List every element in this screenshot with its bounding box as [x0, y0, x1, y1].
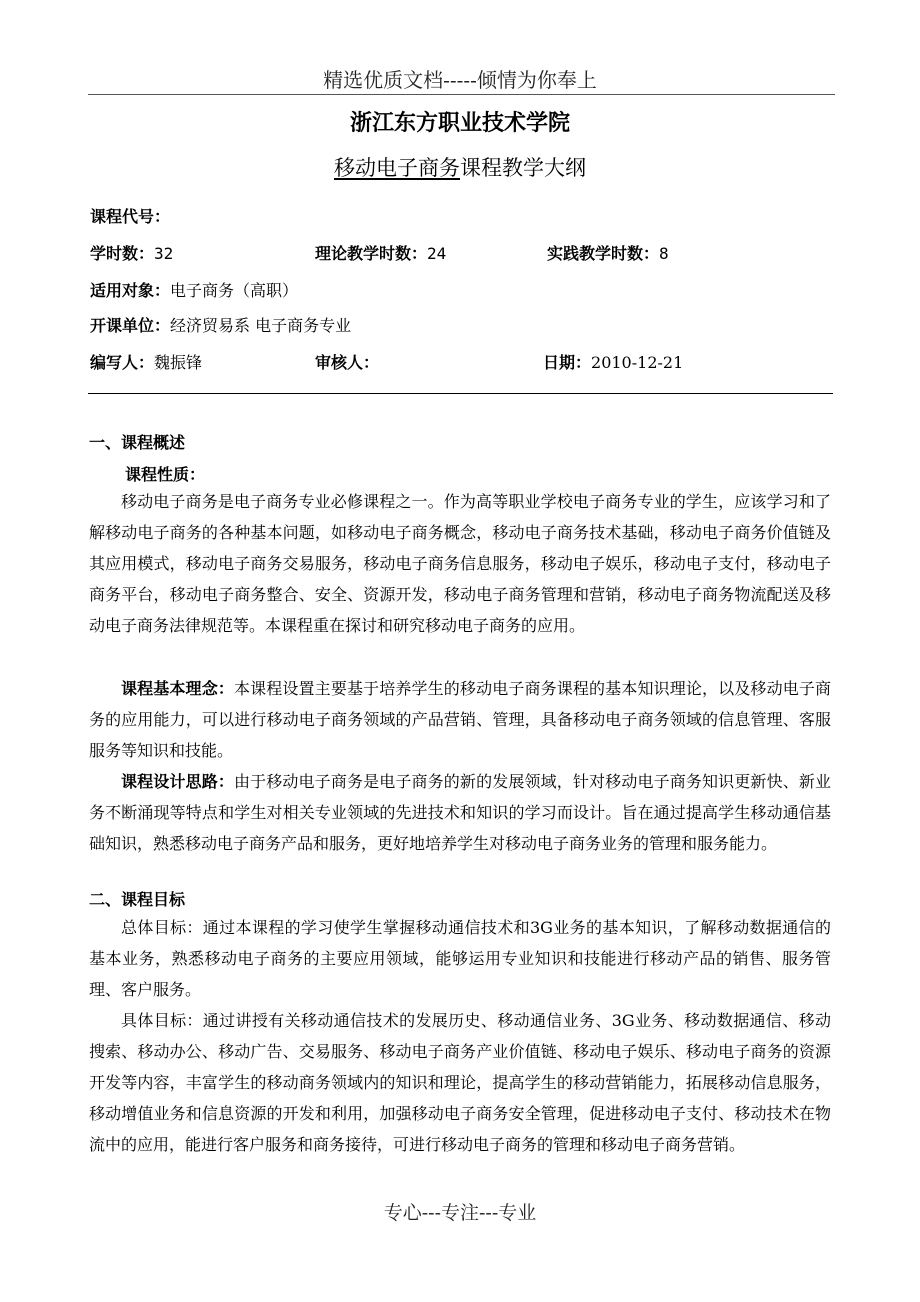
date-label: 日期：: [543, 353, 592, 372]
unit-value: 经济贸易系 电子商务专业: [170, 316, 352, 335]
meta-divider: [88, 393, 833, 394]
course-design-text: 由于移动电子商务是电子商务的新的发展领域，针对移动电子商务知识更新快、新业务不断涌现等特点和学生对相关专业领域的先进技术和知识的学习而设计。旨在通过提高学生移动通信基础知识，熟悉移动电子商务产品和服务，更好地培养学生对移动电子商务业务的管理和服务能力。: [89, 772, 831, 853]
page-header: 精选优质文档-----倾情为你奉上: [323, 68, 597, 92]
header-rule: [88, 94, 835, 95]
author-value: 魏振锋: [154, 353, 203, 372]
course-name: 移动电子商务: [334, 156, 460, 180]
title-suffix: 课程教学大纲: [460, 156, 586, 180]
hours-label: 学时数：: [90, 244, 155, 263]
course-code-row: [90, 204, 170, 227]
page-footer: 专心---专注---专业: [383, 1202, 537, 1224]
audience-value: 电子商务（高职）: [170, 281, 299, 300]
course-idea-label: 课程基本理念：: [121, 679, 234, 698]
audience-label: 适用对象：: [90, 281, 171, 300]
course-nature-label: 课程性质：: [125, 465, 206, 484]
school-name: 浙江东方职业技术学院: [349, 111, 570, 136]
course-design-paragraph: [89, 766, 831, 859]
course-code-label: 课程代号：: [90, 207, 171, 226]
date-value: 2010-12-21: [591, 353, 684, 372]
audience-row: [90, 278, 298, 301]
theory-hours-label: 理论教学时数：: [315, 244, 428, 263]
reviewer-label: 审核人：: [315, 353, 380, 372]
date: [543, 350, 683, 373]
reviewer: [315, 350, 379, 373]
theory-hours: [315, 241, 446, 264]
overall-goal-paragraph: 总体目标：通过本课程的学习使学生掌握移动通信技术和3G业务的基本知识，了解移动数据通信的基本业务，熟悉移动电子商务的主要应用领域，能够运用专业知识和技能进行移动产品的销售、服务管理、客户服务。: [89, 918, 831, 999]
unit-label: 开课单位：: [90, 316, 171, 335]
author-row: [90, 350, 202, 373]
course-idea-paragraph: [89, 673, 831, 766]
theory-hours-value: 24: [427, 244, 447, 263]
section-1-heading: 一、课程概述: [89, 433, 186, 452]
hours-value: 32: [154, 244, 174, 263]
unit-row: [90, 313, 351, 336]
document-title: [0, 152, 920, 182]
author-label: 编写人：: [90, 353, 155, 372]
practice-hours-label: 实践教学时数：: [547, 244, 660, 263]
course-design-label: 课程设计思路：: [121, 772, 234, 791]
course-nature-paragraph: 移动电子商务是电子商务专业必修课程之一。作为高等职业学校电子商务专业的学生，应该学习和了解移动电子商务的各种基本问题，如移动电子商务概念，移动电子商务技术基础，移动电子商务价值链及其应用模式，移动电子商务交易服务，移动电子商务信息服务，移动电子娱乐，移动电子支付，移动电子商务平台，移动电子商务整合、安全、资源开发，移动电子商务管理和营销，移动电子商务物流配送及移动电子商务法律规范等。本课程重在探讨和研究移动电子商务的应用。: [89, 492, 831, 635]
hours-row: [90, 241, 173, 264]
course-idea-text: 本课程设置主要基于培养学生的移动电子商务课程的基本知识理论，以及移动电子商务的应用能力，可以进行移动电子商务领域的产品营销、管理，具备移动电子商务领域的信息管理、客服服务等知识和技能。: [89, 679, 831, 760]
specific-goal-paragraph: 具体目标：通过讲授有关移动通信技术的发展历史、移动通信业务、3G业务、移动数据通信、移动搜索、移动办公、移动广告、交易服务、移动电子商务产业价值链、移动电子娱乐、移动电子商务的资源开发等内容，丰富学生的移动商务领域内的知识和理论，提高学生的移动营销能力，拓展移动信息服务，移动增值业务和信息资源的开发和利用，加强移动电子商务安全管理，促进移动电子支付、移动技术在物流中的应用，能进行客户服务和商务接待，可进行移动电子商务的管理和移动电子商务营销。: [89, 1011, 831, 1154]
practice-hours-value: 8: [659, 244, 669, 263]
practice-hours: [547, 241, 669, 264]
section-2-heading: 二、课程目标: [89, 890, 186, 909]
